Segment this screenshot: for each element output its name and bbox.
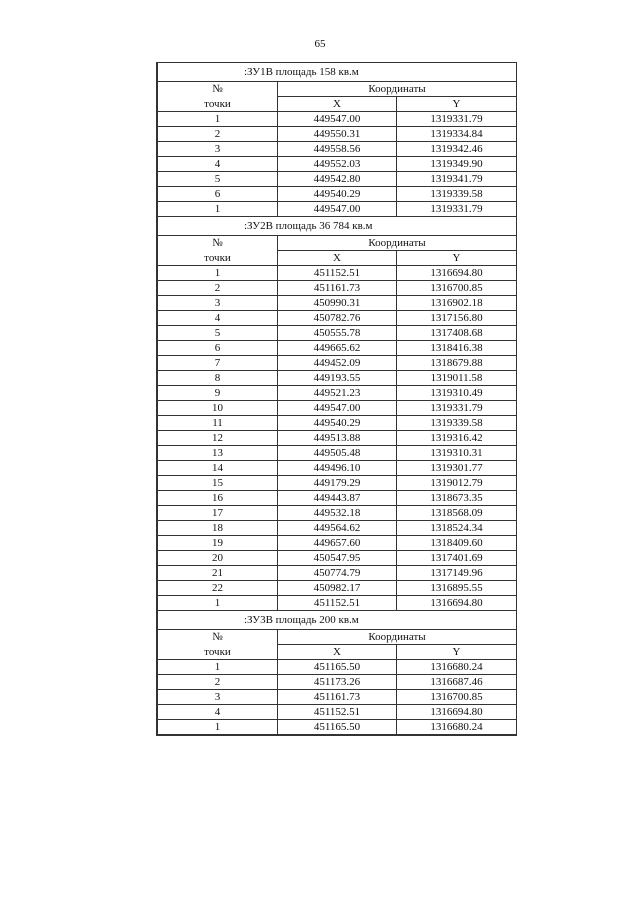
- x-coordinate-cell: 449547.00: [278, 202, 397, 217]
- point-number-cell: 5: [158, 326, 278, 341]
- table-row: [158, 446, 517, 461]
- x-coordinate-cell: 450982.17: [278, 581, 397, 596]
- x-coordinate-cell: 450782.76: [278, 311, 397, 326]
- y-coordinate-cell: 1319310.31: [397, 446, 517, 461]
- y-coordinate-cell: 1319012.79: [397, 476, 517, 491]
- y-coordinate-cell: 1319301.77: [397, 461, 517, 476]
- y-coordinate-cell: 1319339.58: [397, 187, 517, 202]
- point-number-cell: 2: [158, 675, 278, 690]
- point-number-cell: 4: [158, 311, 278, 326]
- section-title-row: [158, 63, 517, 82]
- point-number-cell: 4: [158, 705, 278, 720]
- table-row: [158, 127, 517, 142]
- point-number-cell: 3: [158, 142, 278, 157]
- y-coordinate-cell: 1317149.96: [397, 566, 517, 581]
- y-coordinate-cell: 1318568.09: [397, 506, 517, 521]
- point-number-cell: 6: [158, 341, 278, 356]
- y-coordinate-cell: 1317401.69: [397, 551, 517, 566]
- table-row: [158, 566, 517, 581]
- point-label-header: точки: [158, 645, 278, 660]
- x-coordinate-cell: 449552.03: [278, 157, 397, 172]
- x-coordinate-cell: 449558.56: [278, 142, 397, 157]
- x-coordinate-cell: 449532.18: [278, 506, 397, 521]
- y-coordinate-cell: 1316680.24: [397, 660, 517, 675]
- x-coordinate-cell: 450555.78: [278, 326, 397, 341]
- table-row: [158, 581, 517, 596]
- table-row: [158, 461, 517, 476]
- point-number-header: №: [158, 630, 278, 645]
- x-coordinate-cell: 451161.73: [278, 281, 397, 296]
- y-coordinate-cell: 1318409.60: [397, 536, 517, 551]
- table-row: [158, 341, 517, 356]
- point-number-header: №: [158, 82, 278, 97]
- table-row: [158, 551, 517, 566]
- table-row: [158, 356, 517, 371]
- point-label-header: точки: [158, 97, 278, 112]
- y-coordinate-cell: 1316680.24: [397, 720, 517, 735]
- table-row: [158, 596, 517, 611]
- point-number-cell: 2: [158, 281, 278, 296]
- y-coordinate-cell: 1319334.84: [397, 127, 517, 142]
- x-coordinate-cell: 449547.00: [278, 112, 397, 127]
- table-row: [158, 266, 517, 281]
- y-coordinate-cell: 1318524.34: [397, 521, 517, 536]
- y-coordinate-cell: 1316694.80: [397, 705, 517, 720]
- table-row: [158, 675, 517, 690]
- x-coordinate-cell: 449550.31: [278, 127, 397, 142]
- point-number-cell: 3: [158, 690, 278, 705]
- x-column-header: X: [278, 97, 397, 112]
- x-coordinate-cell: 450774.79: [278, 566, 397, 581]
- table-row: [158, 386, 517, 401]
- header-row: [158, 645, 517, 660]
- table-row: [158, 720, 517, 735]
- y-coordinate-cell: 1316700.85: [397, 281, 517, 296]
- y-coordinate-cell: 1319342.46: [397, 142, 517, 157]
- table-row: [158, 157, 517, 172]
- coordinates-header: Координаты: [278, 630, 517, 645]
- x-coordinate-cell: 449547.00: [278, 401, 397, 416]
- point-number-cell: 9: [158, 386, 278, 401]
- table-row: [158, 281, 517, 296]
- x-coordinate-cell: 449542.80: [278, 172, 397, 187]
- point-number-cell: 1: [158, 202, 278, 217]
- page-number: 65: [314, 38, 326, 50]
- point-number-cell: 8: [158, 371, 278, 386]
- table-row: [158, 142, 517, 157]
- point-number-cell: 1: [158, 266, 278, 281]
- point-number-cell: 19: [158, 536, 278, 551]
- point-label-header: точки: [158, 251, 278, 266]
- x-coordinate-cell: 449564.62: [278, 521, 397, 536]
- y-coordinate-cell: 1319341.79: [397, 172, 517, 187]
- point-number-cell: 1: [158, 112, 278, 127]
- table-row: [158, 660, 517, 675]
- table-row: [158, 690, 517, 705]
- x-coordinate-cell: 449496.10: [278, 461, 397, 476]
- header-row: [158, 251, 517, 266]
- point-number-cell: 22: [158, 581, 278, 596]
- section-title-row: [158, 611, 517, 630]
- coordinates-header: Координаты: [278, 236, 517, 251]
- x-coordinate-cell: 451152.51: [278, 266, 397, 281]
- y-coordinate-cell: 1319339.58: [397, 416, 517, 431]
- point-number-cell: 17: [158, 506, 278, 521]
- coordinates-header: Координаты: [278, 82, 517, 97]
- x-column-header: X: [278, 251, 397, 266]
- table-row: [158, 401, 517, 416]
- x-coordinate-cell: 450547.95: [278, 551, 397, 566]
- table-row: [158, 521, 517, 536]
- section-title: :ЗУ2В площадь 36 784 кв.м: [158, 217, 517, 236]
- point-number-cell: 13: [158, 446, 278, 461]
- y-coordinate-cell: 1316895.55: [397, 581, 517, 596]
- y-coordinate-cell: 1316694.80: [397, 266, 517, 281]
- header-row: [158, 630, 517, 645]
- coordinates-document: [156, 62, 517, 736]
- x-coordinate-cell: 449540.29: [278, 187, 397, 202]
- header-row: [158, 236, 517, 251]
- table-row: [158, 491, 517, 506]
- y-coordinate-cell: 1318679.88: [397, 356, 517, 371]
- table-row: [158, 296, 517, 311]
- point-number-cell: 15: [158, 476, 278, 491]
- table-row: [158, 202, 517, 217]
- y-coordinate-cell: 1319349.90: [397, 157, 517, 172]
- x-coordinate-cell: 449665.62: [278, 341, 397, 356]
- point-number-cell: 10: [158, 401, 278, 416]
- point-number-cell: 5: [158, 172, 278, 187]
- x-coordinate-cell: 449505.48: [278, 446, 397, 461]
- y-column-header: Y: [397, 251, 517, 266]
- y-coordinate-cell: 1316700.85: [397, 690, 517, 705]
- header-row: [158, 97, 517, 112]
- y-coordinate-cell: 1317408.68: [397, 326, 517, 341]
- point-number-cell: 1: [158, 720, 278, 735]
- table-row: [158, 112, 517, 127]
- point-number-cell: 21: [158, 566, 278, 581]
- table-row: [158, 416, 517, 431]
- x-coordinate-cell: 451165.50: [278, 660, 397, 675]
- table-row: [158, 371, 517, 386]
- table-row: [158, 172, 517, 187]
- x-coordinate-cell: 450990.31: [278, 296, 397, 311]
- point-number-cell: 3: [158, 296, 278, 311]
- section-title: :ЗУ3В площадь 200 кв.м: [158, 611, 517, 630]
- table-row: [158, 536, 517, 551]
- x-column-header: X: [278, 645, 397, 660]
- point-number-cell: 14: [158, 461, 278, 476]
- point-number-cell: 4: [158, 157, 278, 172]
- point-number-cell: 2: [158, 127, 278, 142]
- x-coordinate-cell: 451152.51: [278, 596, 397, 611]
- x-coordinate-cell: 449657.60: [278, 536, 397, 551]
- y-coordinate-cell: 1319310.49: [397, 386, 517, 401]
- y-coordinate-cell: 1319331.79: [397, 401, 517, 416]
- x-coordinate-cell: 451152.51: [278, 705, 397, 720]
- point-number-cell: 1: [158, 596, 278, 611]
- x-coordinate-cell: 451161.73: [278, 690, 397, 705]
- point-number-cell: 20: [158, 551, 278, 566]
- x-coordinate-cell: 449521.23: [278, 386, 397, 401]
- table-row: [158, 326, 517, 341]
- y-coordinate-cell: 1319331.79: [397, 112, 517, 127]
- y-coordinate-cell: 1316902.18: [397, 296, 517, 311]
- x-coordinate-cell: 449179.29: [278, 476, 397, 491]
- point-number-cell: 1: [158, 660, 278, 675]
- x-coordinate-cell: 449540.29: [278, 416, 397, 431]
- x-coordinate-cell: 451173.26: [278, 675, 397, 690]
- coordinates-table: [157, 62, 517, 735]
- point-number-cell: 12: [158, 431, 278, 446]
- point-number-cell: 11: [158, 416, 278, 431]
- table-row: [158, 431, 517, 446]
- y-coordinate-cell: 1316694.80: [397, 596, 517, 611]
- point-number-cell: 16: [158, 491, 278, 506]
- section-title: :ЗУ1В площадь 158 кв.м: [158, 63, 517, 82]
- table-row: [158, 705, 517, 720]
- x-coordinate-cell: 451165.50: [278, 720, 397, 735]
- y-column-header: Y: [397, 97, 517, 112]
- y-coordinate-cell: 1316687.46: [397, 675, 517, 690]
- x-coordinate-cell: 449513.88: [278, 431, 397, 446]
- y-coordinate-cell: 1319316.42: [397, 431, 517, 446]
- table-row: [158, 506, 517, 521]
- x-coordinate-cell: 449443.87: [278, 491, 397, 506]
- table-row: [158, 476, 517, 491]
- header-row: [158, 82, 517, 97]
- section-title-row: [158, 217, 517, 236]
- point-number-cell: 7: [158, 356, 278, 371]
- point-number-cell: 18: [158, 521, 278, 536]
- y-column-header: Y: [397, 645, 517, 660]
- point-number-header: №: [158, 236, 278, 251]
- y-coordinate-cell: 1319011.58: [397, 371, 517, 386]
- table-row: [158, 311, 517, 326]
- y-coordinate-cell: 1318673.35: [397, 491, 517, 506]
- table-row: [158, 187, 517, 202]
- x-coordinate-cell: 449193.55: [278, 371, 397, 386]
- y-coordinate-cell: 1319331.79: [397, 202, 517, 217]
- y-coordinate-cell: 1317156.80: [397, 311, 517, 326]
- y-coordinate-cell: 1318416.38: [397, 341, 517, 356]
- x-coordinate-cell: 449452.09: [278, 356, 397, 371]
- point-number-cell: 6: [158, 187, 278, 202]
